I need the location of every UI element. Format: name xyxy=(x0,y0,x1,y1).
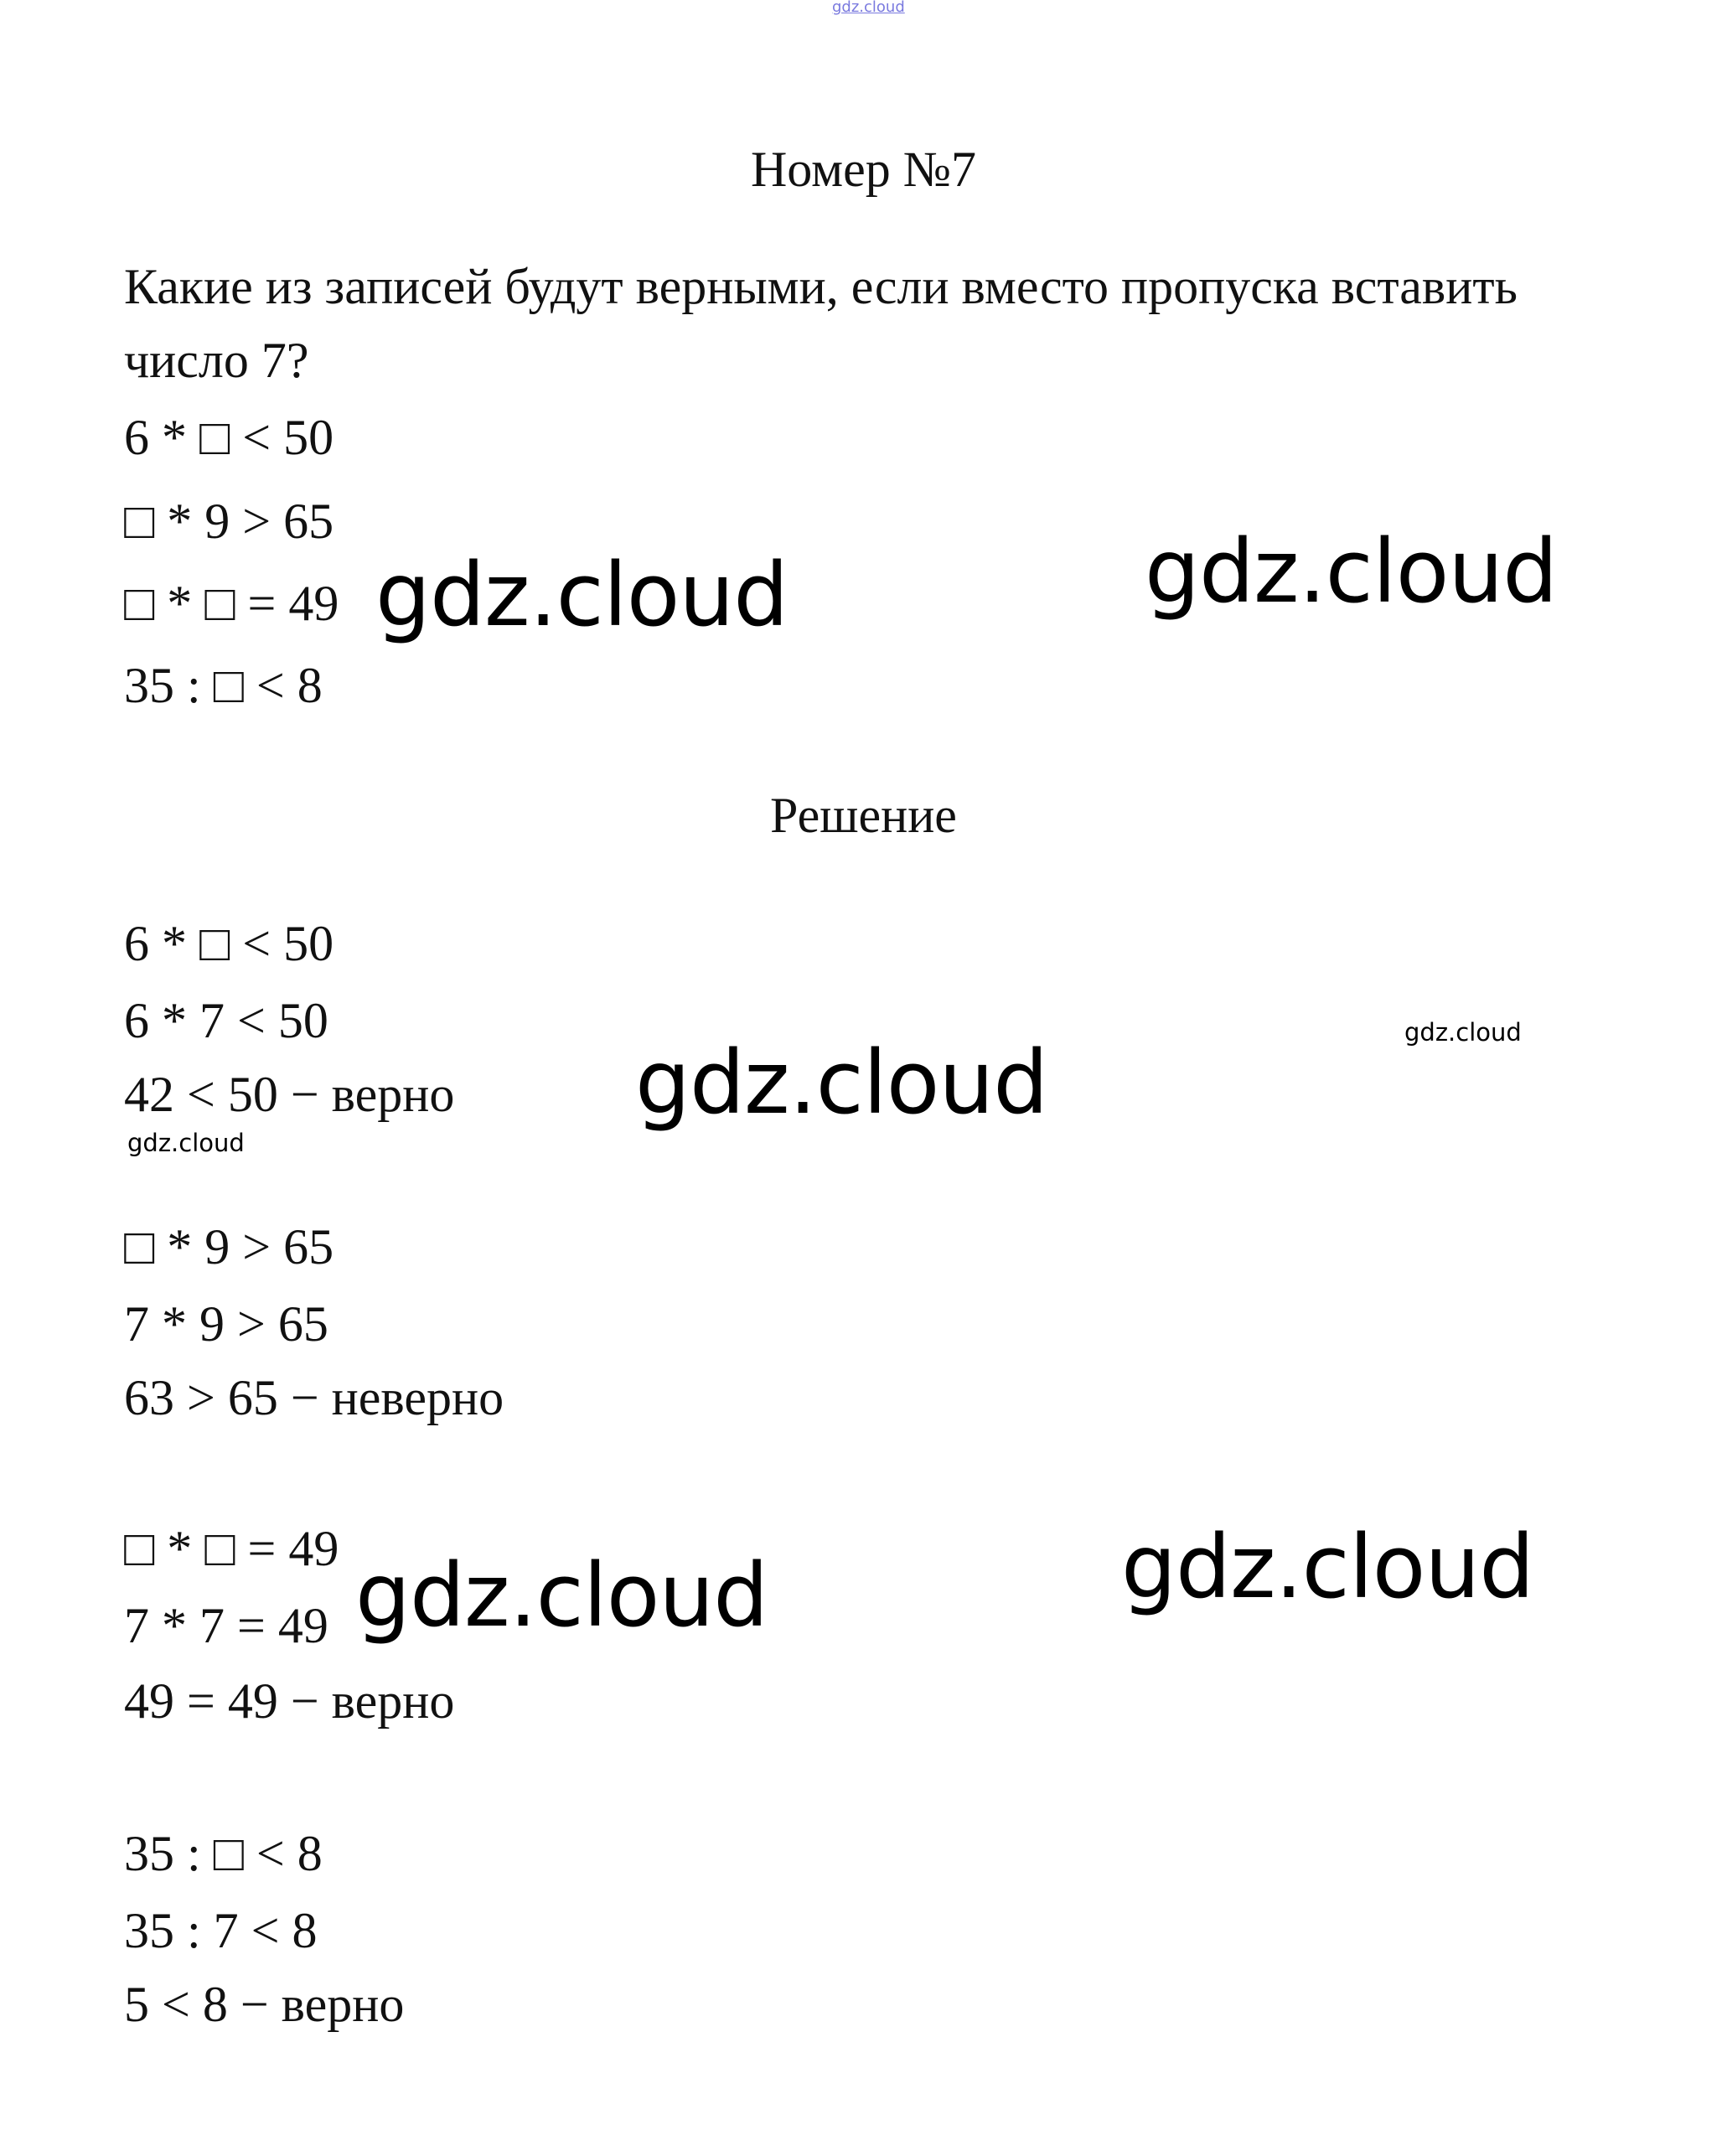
watermark-top-link[interactable]: gdz.cloud xyxy=(832,0,905,16)
solution-block-3-line-3: 49 = 49 − верно xyxy=(124,1673,455,1729)
watermark-logo: gdz.cloud xyxy=(355,1544,768,1647)
solution-block-4-line-2: 35 : 7 < 8 xyxy=(124,1903,318,1958)
task-expression-4: 35 : □ < 8 xyxy=(124,658,323,713)
solution-block-3-line-1: □ * □ = 49 xyxy=(124,1521,339,1576)
watermark-logo: gdz.cloud xyxy=(635,1031,1048,1134)
watermark-logo-small: gdz.cloud xyxy=(1404,1018,1522,1047)
solution-block-3-line-2: 7 * 7 = 49 xyxy=(124,1598,328,1653)
task-expression-2: □ * 9 > 65 xyxy=(124,494,334,549)
solution-block-1-line-3: 42 < 50 − верно xyxy=(124,1067,455,1122)
solution-block-4-line-3: 5 < 8 − верно xyxy=(124,1977,405,2032)
watermark-logo: gdz.cloud xyxy=(375,544,789,646)
task-question-line-1: Какие из записей будут верными, если вместо пропуска вставить xyxy=(124,259,1518,314)
solution-block-2-line-2: 7 * 9 > 65 xyxy=(124,1296,328,1352)
solution-block-1-line-1: 6 * □ < 50 xyxy=(124,916,334,971)
solution-block-4-line-1: 35 : □ < 8 xyxy=(124,1826,323,1881)
task-title: Номер №7 xyxy=(750,142,977,197)
solution-block-1-line-2: 6 * 7 < 50 xyxy=(124,993,328,1048)
watermark-logo: gdz.cloud xyxy=(1121,1516,1534,1618)
watermark-logo-small: gdz.cloud xyxy=(127,1129,245,1157)
task-question-line-2: число 7? xyxy=(124,333,309,388)
task-expression-3: □ * □ = 49 xyxy=(124,576,339,631)
solution-block-2-line-1: □ * 9 > 65 xyxy=(124,1219,334,1274)
task-expression-1: 6 * □ < 50 xyxy=(124,410,334,465)
solution-heading: Решение xyxy=(770,788,957,843)
watermark-logo: gdz.cloud xyxy=(1145,520,1558,623)
solution-block-2-line-3: 63 > 65 − неверно xyxy=(124,1370,504,1425)
